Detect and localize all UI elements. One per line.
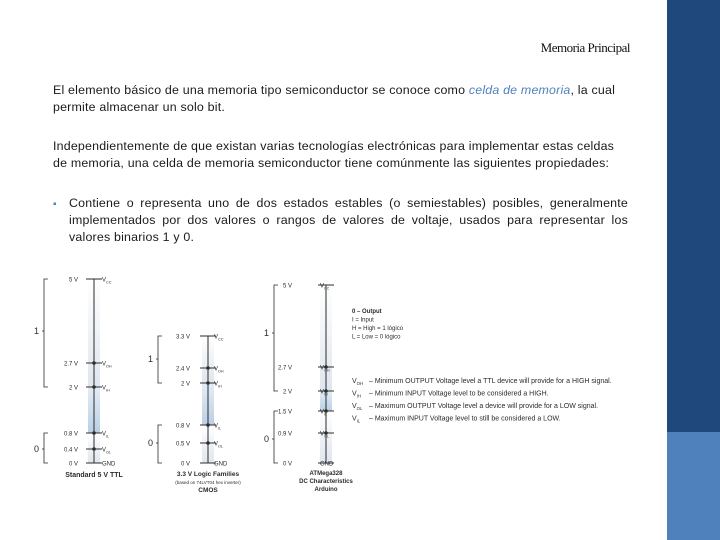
arduino-caption-desc: DC Characteristics [299, 479, 353, 485]
level-point [92, 447, 96, 451]
level-point [92, 385, 96, 389]
legend-definition: – Minimum INPUT Voltage level to be considered a HIGH. [369, 390, 549, 398]
level-name-label: GND [214, 461, 228, 468]
level-point [206, 366, 210, 370]
legend-key-line: 0 – Output [352, 309, 382, 315]
legend-definition: – Minimum OUTPUT Voltage level a TTL device will provide for a HIGH signal. [369, 378, 612, 385]
level-name-label: $V_{IL}$ [102, 431, 110, 439]
legend-symbol: $V_{OH}$ [352, 378, 364, 386]
legend-symbol: $V_{IH}$ [352, 390, 362, 399]
level-point [92, 431, 96, 435]
level-voltage-label: 0.4 V [63, 447, 78, 454]
legend-key-line: L = Low = 0 lógico [352, 334, 401, 341]
bullet-marker: ▪ [53, 199, 57, 210]
logic-zero-label: 0 [34, 444, 40, 454]
ttl-caption: Standard 5 V TTL [65, 472, 123, 479]
right-decorative-bar [667, 0, 720, 540]
level-name-label: $V_{OL}$ [102, 447, 111, 455]
logic-levels-figure [32, 263, 647, 503]
level-point [206, 381, 210, 385]
legend-key-line: H = High = 1 lógico [352, 326, 404, 332]
level-name-label: $V_{OH}$ [214, 366, 224, 374]
legend-definition: – Maximum INPUT Voltage level to still be considered a LOW. [369, 415, 561, 423]
level-voltage-label: 0.5 V [175, 441, 190, 448]
level-name-label: $V_{CC}$ [214, 334, 224, 342]
level-name-label: $V_{OL}$ [214, 441, 223, 449]
level-name-label: $V_{OH}$ [320, 365, 330, 373]
level-point [206, 441, 210, 445]
level-name-label: $V_{IL}$ [214, 423, 222, 431]
legend-symbol: $V_{OL}$ [352, 403, 363, 411]
level-name-label: GND [102, 461, 116, 468]
level-name-label: $V_{IL}$ [320, 409, 328, 417]
level-name-label: $V_{IH}$ [214, 381, 222, 389]
intro-emphasis: celda de memoria [468, 83, 571, 97]
intro-text-start: El elemento básico de una memoria tipo semiconductor se conoce como [53, 83, 469, 97]
level-voltage-label: 5 V [68, 277, 78, 284]
paragraph-properties: Independientemente de que existan varias tecnologías electrónicas para implementar estas celdas de memoria, una celda de memoria semiconductor tiene comúnmente las siguientes propiedades: [53, 139, 615, 170]
level-voltage-label: 2 V [180, 381, 190, 388]
bullet-text: Contiene o representa uno de dos estados estables (o semiestables) posibles, generalmente implementados por dos valores o rangos de valores de voltaje, usados para representar los valores binarios 1 y 0. [69, 196, 628, 244]
level-name-label: $V_{CC}$ [102, 277, 112, 285]
logic-zero-label: 0 [148, 438, 154, 448]
level-name-label: $V_{CC}$ [320, 283, 330, 291]
level-name-label: $V_{IH}$ [102, 385, 110, 393]
level-name-label: $V_{IH}$ [320, 389, 328, 397]
cmos-caption-family: CMOS [198, 487, 218, 494]
slide-title: Memoria Principal [540, 40, 630, 55]
legend-symbol: $V_{IL}$ [352, 415, 361, 424]
level-voltage-label: 2.7 V [277, 365, 292, 372]
arduino-caption-board: Arduino [314, 487, 338, 493]
paragraph-intro [53, 82, 628, 116]
level-point [92, 361, 96, 365]
bullet-item [53, 195, 628, 246]
level-name-label: GND [320, 461, 334, 468]
cmos-caption-title: 3.3 V Logic Families [176, 471, 240, 478]
legend-definition: – Maximum OUTPUT Voltage level a device will provide for a LOW signal. [369, 403, 599, 410]
right-bar-accent [667, 432, 720, 540]
logic-one-label: 1 [148, 354, 154, 364]
level-voltage-label: 2 V [68, 385, 78, 392]
level-voltage-label: 0.8 V [63, 431, 78, 438]
arduino-caption-chip: ATMega328 [309, 471, 343, 477]
level-voltage-label: 0 V [68, 461, 78, 468]
logic-one-label: 1 [264, 328, 270, 338]
logic-levels-diagram [32, 263, 647, 503]
level-voltage-label: 3.3 V [175, 334, 190, 341]
level-voltage-label: 0.9 V [277, 431, 292, 438]
level-voltage-label: 0.8 V [175, 423, 190, 430]
legend-key-line: I = Input [352, 317, 374, 324]
level-voltage-label: 5 V [282, 283, 292, 290]
level-voltage-label: 2.4 V [175, 366, 190, 373]
level-voltage-label: 2.7 V [63, 361, 78, 368]
level-voltage-label: 1.5 V [277, 409, 292, 416]
level-voltage-label: 0 V [180, 461, 190, 468]
level-name-label: $V_{OL}$ [320, 431, 329, 439]
cmos-caption-note: (based on 74LVT04 hex inverter) [175, 480, 241, 485]
intro-text-end: , la cual permite almacenar un solo bit. [53, 83, 616, 114]
level-name-label: $V_{OH}$ [102, 361, 112, 369]
level-voltage-label: 0 V [282, 461, 292, 468]
logic-zero-label: 0 [264, 434, 270, 444]
logic-one-label: 1 [34, 326, 40, 336]
level-voltage-label: 2 V [282, 389, 292, 396]
level-point [206, 423, 210, 427]
